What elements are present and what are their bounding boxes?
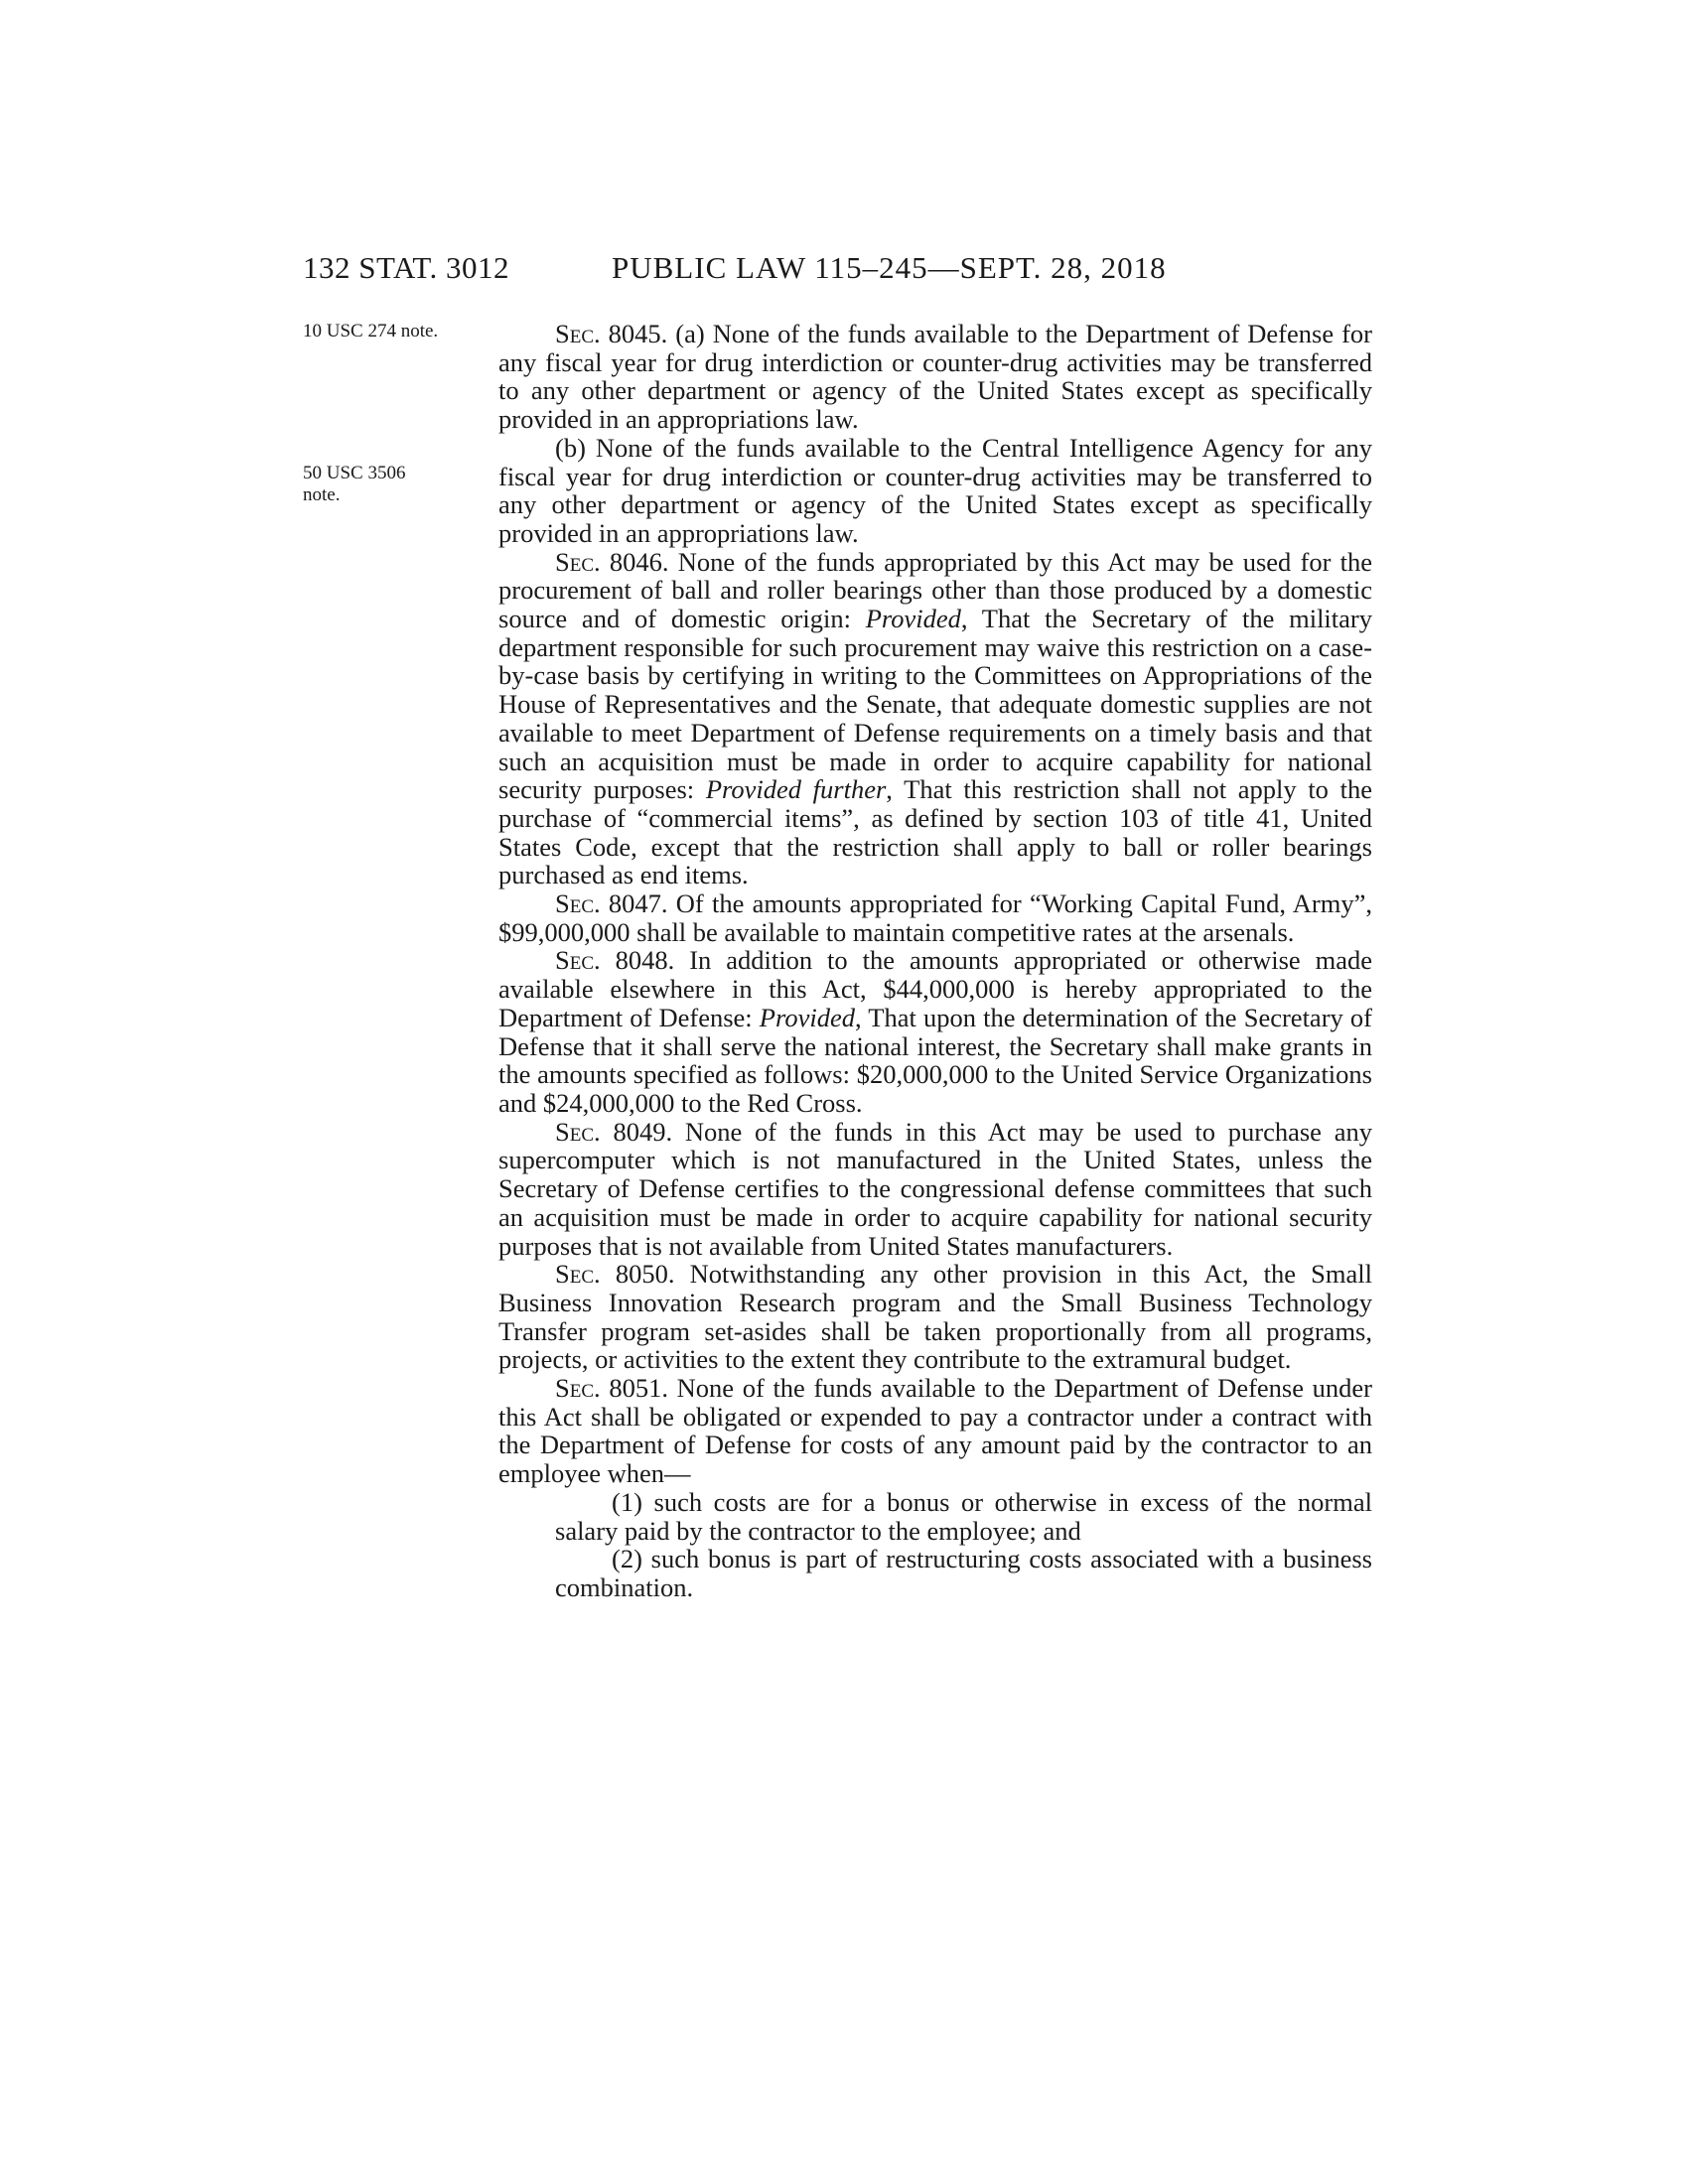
section-paragraph: (b) None of the funds available to the Central Intelligence Agency for any fiscal year for drug interdiction or counter-drug activities may be transferred to any other department or agency of the United States except as specifically provided in an appropriations law. [498, 432, 1372, 548]
section-paragraph: Sec. 8047. Of the amounts appropriated for “Working Capital Fund, Army”, $99,000,000 shall be available to maintain competitive rates at the arsenals. [498, 888, 1372, 947]
running-header [0, 250, 1688, 290]
margin-note: 10 USC 274 note. [303, 321, 439, 341]
margin-note: 50 USC 3506 note. [303, 463, 406, 505]
section-paragraph: Sec. 8048. In addition to the amounts appropriated or otherwise made available elsewhere in this Act, $44,000,000 is hereby appropriated to the Department of Defense: Provided, That upon the determination of the Secretary of Defense that it shall serve the national interest, the Secretary shall make grants in the amounts specified as follows: $20,000,000 to the United Service Organizations and $24,000,000 to the Red Cross. [498, 945, 1372, 1118]
document-body [498, 320, 1372, 1602]
section-paragraph: Sec. 8050. Notwithstanding any other provision in this Act, the Small Business Innovation Research program and the Small Business Technology Transfer program set-asides shall be taken proportionally from all programs, projects, or activities to the extent they contribute to the extramural budget. [498, 1259, 1372, 1375]
section-paragraph: Sec. 8046. None of the funds appropriated by this Act may be used for the procurement of ball and roller bearings other than those produced by a domestic source and of domestic origin: Provided, That the Secretary of the military department responsible for such procurement may waive this restriction on a case-by-case basis by certifying in writing to the Committees on Appropriations of the House of Representatives and the Senate, that adequate domestic supplies are not available to meet Department of Defense requirements on a timely basis and that such an acquisition must be made in order to acquire capability for national security purposes: Provided further, That this restriction shall not apply to the purchase of “commercial items”, as defined by section 103 of title 41, United States Code, except that the restriction shall apply to ball or roller bearings purchased as end items. [498, 546, 1372, 890]
section-paragraph: Sec. 8049. None of the funds in this Act may be used to purchase any supercomputer which is not manufactured in the United States, unless the Secretary of Defense certifies to the congressional defense committees that such an acquisition must be made in order to acquire capability for national security purposes that is not available from United States manufacturers. [498, 1116, 1372, 1261]
section-paragraph: Sec. 8051. None of the funds available to the Department of Defense under this Act shall be obligated or expended to pay a contractor under a contract with the Department of Defense for costs of any amount paid by the contractor to an employee when— [498, 1373, 1372, 1489]
list-item: (2) such bonus is part of restructuring costs associated with a business combination. [555, 1544, 1372, 1602]
section-paragraph: Sec. 8045. (a) None of the funds available to the Department of Defense for any fiscal year for drug interdiction or counter-drug activities may be transferred to any other department or agency of the United States except as specifically provided in an appropriations law. [498, 319, 1372, 435]
statute-page-number: 132 STAT. 3012 [303, 250, 510, 285]
list-item: (1) such costs are for a bonus or otherwise in excess of the normal salary paid by the contractor to the employee; and [555, 1486, 1372, 1546]
public-law-title: PUBLIC LAW 115–245—SEPT. 28, 2018 [612, 250, 1167, 285]
